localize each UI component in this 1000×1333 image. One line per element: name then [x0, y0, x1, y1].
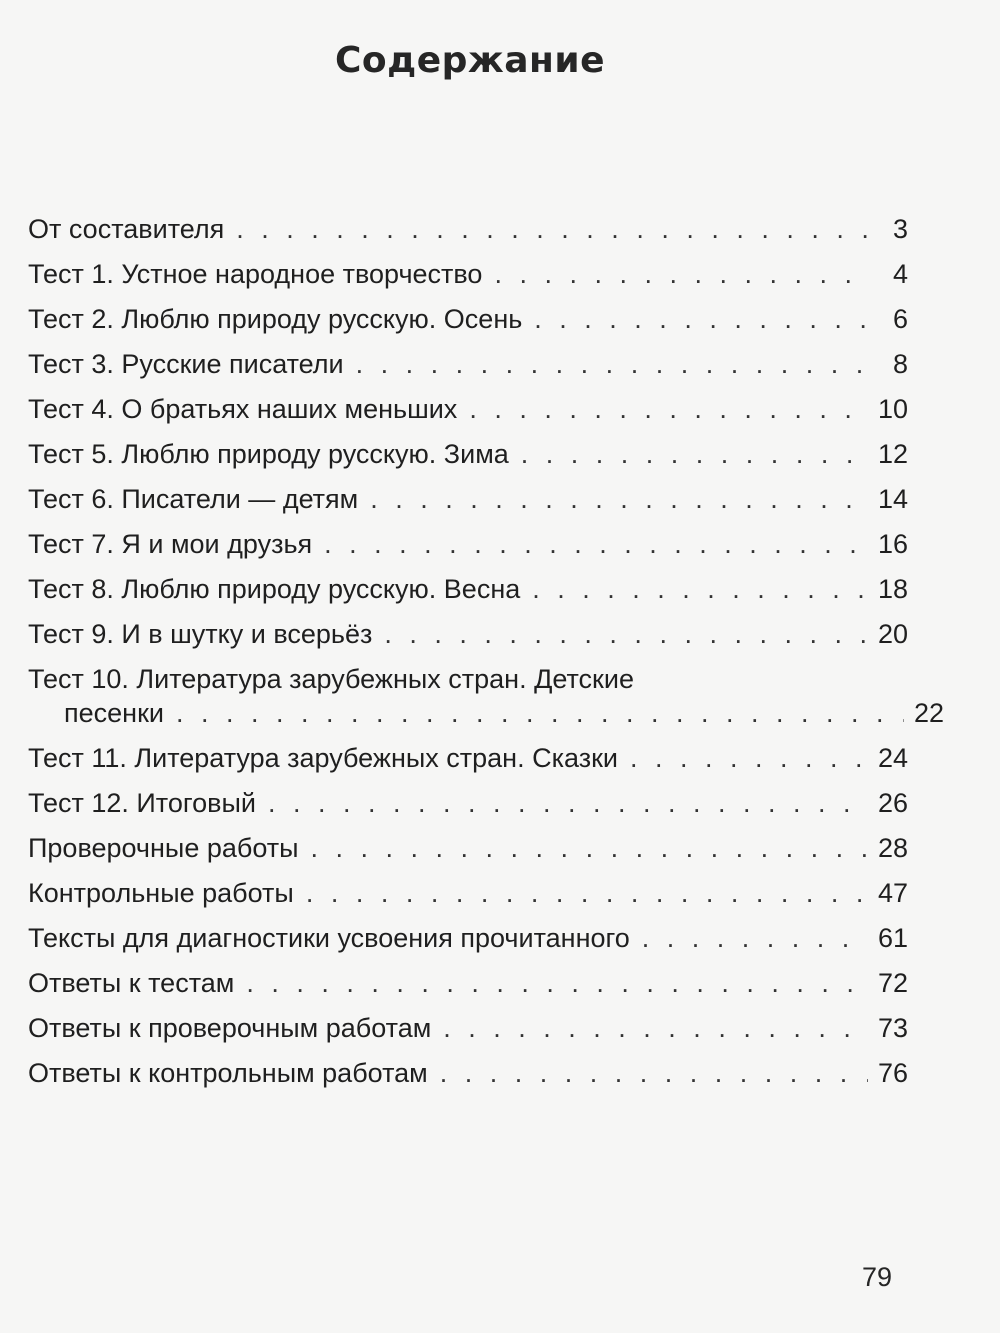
toc-entry-page: 72: [877, 968, 908, 998]
toc-entry: [28, 212, 908, 246]
toc-entry-title: От составителя: [28, 214, 225, 244]
toc-entry-title: Тест 2. Люблю природу русскую. Осень: [28, 304, 523, 334]
toc-entry-title: Тексты для диагностики усвоения прочитанного: [28, 923, 630, 953]
dot-leader: [521, 437, 868, 471]
toc-entry: [28, 347, 908, 381]
toc-entry-page: 16: [877, 529, 908, 559]
toc-entry: [28, 921, 908, 955]
toc-entry-page: 12: [877, 439, 908, 469]
dot-leader: [306, 876, 868, 910]
toc-entry-title: Ответы к проверочным работам: [28, 1013, 432, 1043]
toc-entry: [28, 482, 908, 516]
toc-entry-page: 47: [877, 878, 908, 908]
toc-entry: [28, 392, 908, 426]
dot-leader: [642, 921, 868, 955]
dot-leader: [630, 741, 868, 775]
toc-entry-page: 73: [877, 1013, 908, 1043]
toc-entry-page: 6: [892, 304, 908, 334]
dot-leader: [356, 347, 868, 381]
toc-entry-title: Тест 3. Русские писатели: [28, 349, 344, 379]
toc-entry-title: Тест 9. И в шутку и всерьёз: [28, 619, 373, 649]
dot-leader: [311, 831, 868, 865]
toc-entry-page: 3: [892, 214, 908, 244]
toc-entry-page: 61: [877, 923, 908, 953]
toc-entry-title: Тест 12. Итоговый: [28, 788, 256, 818]
toc-entry: [28, 257, 908, 291]
toc-entry-page: 14: [877, 484, 908, 514]
dot-leader: [176, 696, 904, 730]
toc-entry-title: Тест 8. Люблю природу русскую. Весна: [28, 574, 521, 604]
toc-entry: [28, 302, 908, 336]
dot-leader: [324, 527, 868, 561]
page-title: Содержание: [334, 40, 606, 81]
dot-leader: [236, 212, 868, 246]
toc-entry: [28, 786, 908, 820]
dot-leader: [469, 392, 868, 426]
dot-leader: [440, 1056, 868, 1090]
toc-entry: [28, 876, 908, 910]
toc-entry: [28, 831, 908, 865]
toc-entry-page: 20: [877, 619, 908, 649]
toc-entry-title: Тест 10. Литература зарубежных стран. Детские: [28, 664, 634, 694]
dot-leader: [246, 966, 868, 1000]
toc-entry: [28, 1056, 908, 1090]
toc-entry-title: Проверочные работы: [28, 833, 299, 863]
toc-entry-title: Тест 7. Я и мои друзья: [28, 529, 313, 559]
toc-entry-page: 26: [877, 788, 908, 818]
toc-entry-page: 4: [892, 259, 908, 289]
toc-entry: [28, 741, 908, 775]
toc-entry-title-continuation: песенки: [64, 698, 164, 728]
toc-entry-page: 18: [877, 574, 908, 604]
toc-entry-title: Ответы к тестам: [28, 968, 235, 998]
dot-leader: [443, 1011, 868, 1045]
toc-entry-page: 76: [877, 1058, 908, 1088]
dot-leader: [532, 572, 868, 606]
dot-leader: [534, 302, 868, 336]
dot-leader: [384, 617, 868, 651]
toc-entry-title: Контрольные работы: [28, 878, 294, 908]
toc-entry-page: 28: [877, 833, 908, 863]
toc-entry-page: 8: [892, 349, 908, 379]
toc-entry: [28, 662, 944, 734]
dot-leader: [268, 786, 868, 820]
toc-entry: [28, 572, 908, 606]
toc-entry: [28, 617, 908, 651]
toc-entry: [28, 437, 908, 471]
dot-leader: [494, 257, 868, 291]
toc-entry-title: Тест 6. Писатели — детям: [28, 484, 359, 514]
toc-entry-title: Тест 4. О братьях наших меньших: [28, 394, 458, 424]
toc-entry: [28, 527, 908, 561]
toc-entry-title: Тест 11. Литература зарубежных стран. Сказки: [28, 743, 618, 773]
toc-entry: [28, 1011, 908, 1045]
dot-leader: [370, 482, 868, 516]
toc-entry-page: 24: [877, 743, 908, 773]
toc-entry-page: 10: [877, 394, 908, 424]
toc-entry-title: Ответы к контрольным работам: [28, 1058, 428, 1088]
toc-entry-title: Тест 1. Устное народное творчество: [28, 259, 483, 289]
toc-entry-page: 22: [913, 698, 944, 728]
page-number: 79: [862, 1262, 893, 1292]
toc-entry-title: Тест 5. Люблю природу русскую. Зима: [28, 439, 509, 469]
toc-entry: [28, 966, 908, 1000]
